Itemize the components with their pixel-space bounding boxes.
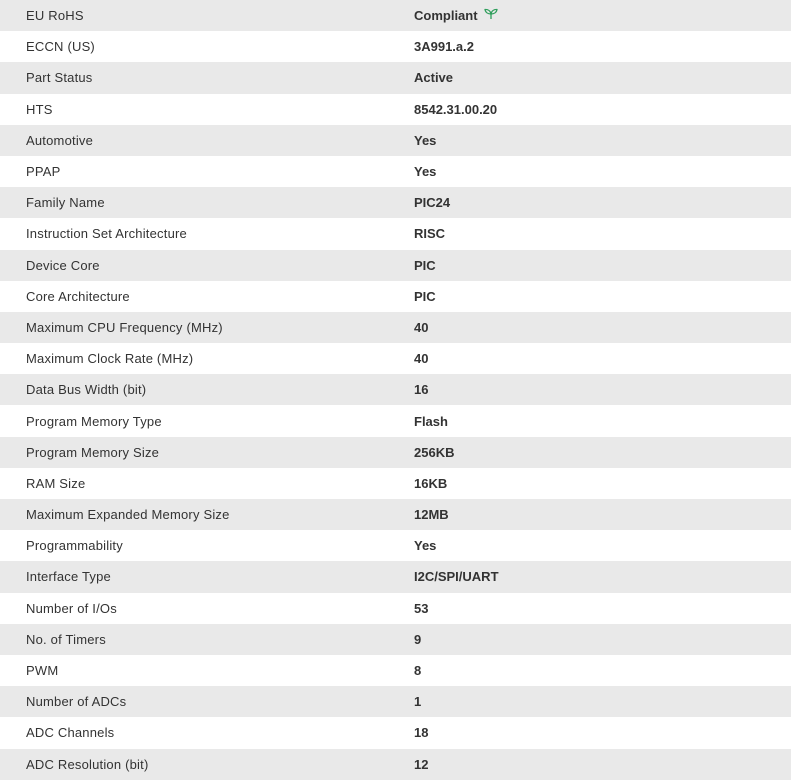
spec-label: No. of Timers bbox=[26, 631, 106, 647]
spec-label: Instruction Set Architecture bbox=[26, 226, 187, 242]
spec-value: Compliant bbox=[414, 8, 478, 24]
spec-value: 1 bbox=[414, 694, 422, 710]
spec-row-part-status bbox=[0, 62, 791, 93]
spec-value: PIC bbox=[414, 257, 436, 273]
spec-label: EU RoHS bbox=[26, 8, 84, 24]
spec-label: Automotive bbox=[26, 132, 94, 148]
spec-row-number-of-adcs bbox=[0, 686, 791, 717]
spec-label: Maximum CPU Frequency (MHz) bbox=[26, 319, 223, 335]
spec-label: PPAP bbox=[26, 164, 61, 180]
spec-row-core-architecture bbox=[0, 281, 791, 312]
spec-value: Yes bbox=[414, 538, 437, 554]
spec-value: 12MB bbox=[414, 507, 449, 523]
spec-label: Device Core bbox=[26, 257, 100, 273]
spec-value: 53 bbox=[414, 600, 429, 616]
spec-value: Yes bbox=[414, 132, 437, 148]
spec-row-program-memory-type bbox=[0, 405, 791, 436]
spec-value: PIC24 bbox=[414, 195, 451, 211]
spec-row-family-name bbox=[0, 187, 791, 218]
spec-value: 16KB bbox=[414, 475, 448, 491]
spec-label: Number of I/Os bbox=[26, 600, 117, 616]
spec-value-cell bbox=[414, 0, 791, 31]
spec-value: Yes bbox=[414, 164, 437, 180]
spec-label: ADC Channels bbox=[26, 725, 115, 741]
spec-value: 12 bbox=[414, 756, 429, 772]
spec-row-adc-resolution bbox=[0, 749, 791, 780]
spec-label: Family Name bbox=[26, 195, 105, 211]
spec-value: RISC bbox=[414, 226, 446, 242]
spec-row-pwm bbox=[0, 655, 791, 686]
spec-value: 3A991.a.2 bbox=[414, 39, 474, 55]
spec-row-adc-channels bbox=[0, 717, 791, 748]
spec-row-automotive bbox=[0, 125, 791, 156]
spec-value: Flash bbox=[414, 413, 448, 429]
spec-value: 256KB bbox=[414, 444, 455, 460]
spec-row-max-expanded-memory bbox=[0, 499, 791, 530]
spec-value: 8542.31.00.20 bbox=[414, 101, 498, 117]
spec-label: PWM bbox=[26, 663, 59, 679]
spec-row-data-bus-width bbox=[0, 374, 791, 405]
spec-value: 9 bbox=[414, 631, 422, 647]
spec-label: Programmability bbox=[26, 538, 123, 554]
spec-row-number-of-ios bbox=[0, 593, 791, 624]
spec-label: HTS bbox=[26, 101, 53, 117]
spec-row-isa bbox=[0, 218, 791, 249]
spec-label: Core Architecture bbox=[26, 288, 130, 304]
spec-value: PIC bbox=[414, 288, 436, 304]
spec-row-programmability bbox=[0, 530, 791, 561]
spec-value: 40 bbox=[414, 351, 429, 367]
spec-label: Number of ADCs bbox=[26, 694, 127, 710]
spec-row-interface-type bbox=[0, 561, 791, 592]
spec-row-ram-size bbox=[0, 468, 791, 499]
spec-label: RAM Size bbox=[26, 475, 86, 491]
spec-label: ECCN (US) bbox=[26, 39, 95, 55]
spec-label: Maximum Expanded Memory Size bbox=[26, 507, 230, 523]
spec-value: 8 bbox=[414, 663, 422, 679]
spec-row-hts bbox=[0, 94, 791, 125]
spec-row-program-memory-size bbox=[0, 437, 791, 468]
spec-label: ADC Resolution (bit) bbox=[26, 756, 149, 772]
spec-label: Part Status bbox=[26, 70, 93, 86]
spec-value: 40 bbox=[414, 319, 429, 335]
spec-value: 18 bbox=[414, 725, 429, 741]
spec-label: Maximum Clock Rate (MHz) bbox=[26, 351, 194, 367]
spec-value: Active bbox=[414, 70, 454, 86]
spec-row-device-core bbox=[0, 250, 791, 281]
leaf-icon bbox=[484, 8, 498, 23]
spec-row-max-clock-rate bbox=[0, 343, 791, 374]
spec-value: 16 bbox=[414, 382, 429, 398]
spec-row-ppap bbox=[0, 156, 791, 187]
spec-row-eccn bbox=[0, 31, 791, 62]
spec-value: I2C/SPI/UART bbox=[414, 569, 499, 585]
spec-label: Program Memory Type bbox=[26, 413, 162, 429]
spec-row-timers bbox=[0, 624, 791, 655]
spec-row-max-cpu-frequency bbox=[0, 312, 791, 343]
spec-label: Data Bus Width (bit) bbox=[26, 382, 147, 398]
spec-label: Interface Type bbox=[26, 569, 111, 585]
spec-row-eu-rohs bbox=[0, 0, 791, 31]
spec-label: Program Memory Size bbox=[26, 444, 160, 460]
